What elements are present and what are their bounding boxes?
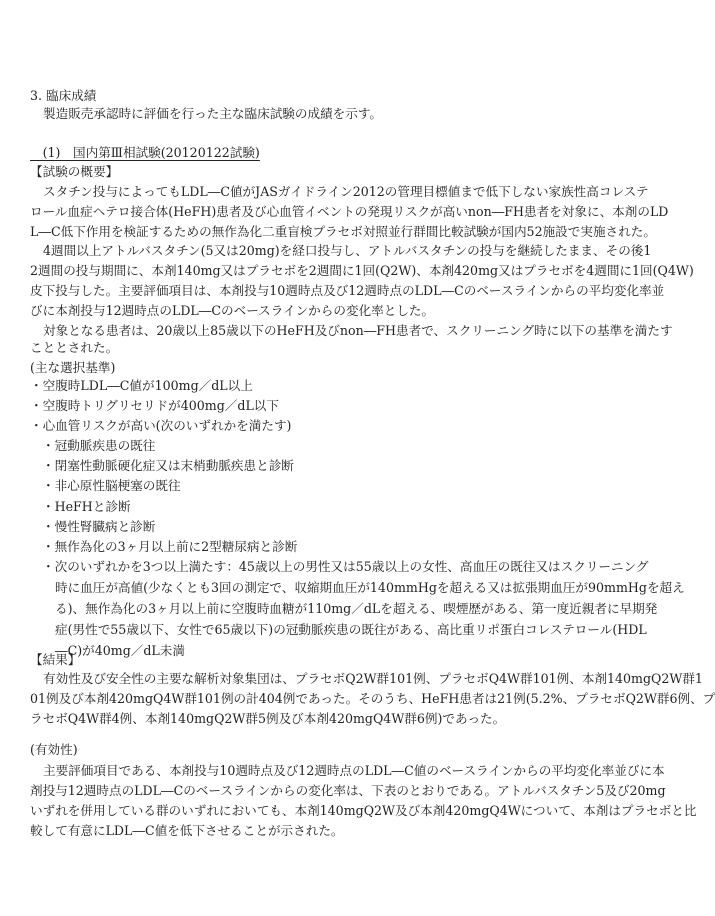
efficacy-line: 主要評価項目である、本剤投与10週時点及び12週時点のLDL―C値のベースラインからの平均変化率並びに本 <box>43 763 665 778</box>
trial-title: (1) 国内第Ⅲ相試験(20120122試験) <box>30 145 260 160</box>
efficacy-line: いずれを併用している群のいずれにおいても、本剤140mgQ2W及び本剤420mgQ4Wについて、本剤はプラセボと比 <box>30 803 697 818</box>
overview-line: L―C低下作用を検証するための無作為化二重盲検プラセボ対照並行群間比較試験が国内52施設で実施された。 <box>30 224 656 239</box>
criteria-item: ・空腹時トリグリセリドが400mg／dL以下 <box>30 398 279 413</box>
sub-criteria-item: ・次のいずれかを3つ以上満たす：45歳以上の男性又は55歳以上の女性、高血圧の既往又はスクリーニング <box>42 559 649 575</box>
overview-line: スタチン投与によってもLDL―C値がJASガイドライン2012の管理目標値まで低下しない家族性高コレステ <box>43 184 649 199</box>
efficacy-line: 較して有意にLDL―C値を低下させることが示された。 <box>30 823 344 838</box>
dosing-line: びに本剤投与12週時点のLDL―Cのベースラインからの変化率とした。 <box>30 303 435 318</box>
results-line: 有効性及び安全性の主要な解析対象集団は、プラセボQ2W群101例、プラセボQ4W群101例、本剤140mgQ2W群1 <box>43 671 703 686</box>
section-heading: 3. 臨床成績 <box>30 88 97 103</box>
dosing-line: 4週間以上アトルバスタチン(5又は20mg)を経口投与し、アトルバスタチンの投与を継続したまま、その後1 <box>43 243 652 258</box>
patient-line: 対象となる患者は、20歳以上85歳以下のHeFH及びnon―FH患者で、スクリーニング時に以下の基準を満たす <box>43 323 673 338</box>
sub-criteria-item: ・慢性腎臓病と診断 <box>42 518 156 534</box>
results-heading: 【結果】 <box>30 652 81 667</box>
criteria-item: ・心血管リスクが高い(次のいずれかを満たす) <box>30 418 292 433</box>
sub-criteria-item: ・冠動脈疾患の既往 <box>42 438 156 453</box>
sub-criteria-item: ・HeFHと診断 <box>42 498 131 514</box>
sub-criteria-item: ・無作為化の3ヶ月以上前に2型糖尿病と診断 <box>42 539 298 554</box>
results-line: ラセボQ4W群4例、本剤140mgQ2W群5例及び本剤420mgQ4W群6例)であった。 <box>30 711 506 726</box>
overview-heading: 【試験の概要】 <box>30 164 119 179</box>
sub-criteria-continuation: 時に血圧が高値(少なくとも3回の測定で、収縮期血圧が140mmHgを超える又は拡張期血圧が90mmHgを超え <box>55 580 685 595</box>
sub-criteria-item: ・非心原性脳梗塞の既往 <box>42 478 181 494</box>
sub-criteria-item: ・閉塞性動脈硬化症又は末梢動脈疾患と診断 <box>42 458 294 474</box>
results-line: 01例及び本剤420mgQ4W群101例の計404例であった。そのうち、HeFH患者は21例(5.2%、プラセボQ2W群6例、プ <box>30 691 715 706</box>
efficacy-line: 剤投与12週時点のLDL―Cのベースラインからの変化率は、下表のとおりである。アトルバスタチン5及び20mg <box>30 783 666 798</box>
dosing-line: 皮下投与した。主要評価項目は、本剤投与10週時点及び12週時点のLDL―Cのベースラインからの平均変化率並 <box>30 283 665 298</box>
sub-criteria-continuation: る)、無作為化の3ヶ月以上前に空腹時血糖が110mg／dLを超える、喫煙歴がある、第一度近親者に早期発 <box>55 601 658 616</box>
efficacy-heading: (有効性) <box>30 742 78 757</box>
patient-line: こととされた。 <box>30 340 119 355</box>
section-intro: 製造販売承認時に評価を行った主な臨床試験の成績を示す。 <box>43 106 383 121</box>
criteria-item: ・空腹時LDL―C値が100mg／dL以上 <box>30 378 253 393</box>
sub-criteria-continuation: ―C)が40mg／dL未満 <box>55 643 185 658</box>
overview-line: ロール血症ヘテロ接合体(HeFH)患者及び心血管イベントの発現リスクが高いnon―FH患者を対象に、本剤のLD <box>30 204 669 219</box>
criteria-heading: (主な選択基準) <box>30 360 116 375</box>
sub-criteria-continuation: 症(男性で55歳以下、女性で65歳以下)の冠動脈疾患の既往がある、高比重リポ蛋白コレステロール(HDL <box>55 622 647 637</box>
dosing-line: 2週間の投与期間に、本剤140mg又はプラセボを2週間に1回(Q2W)、本剤420mg又はプラセボを4週間に1回(Q4W) <box>30 263 694 278</box>
